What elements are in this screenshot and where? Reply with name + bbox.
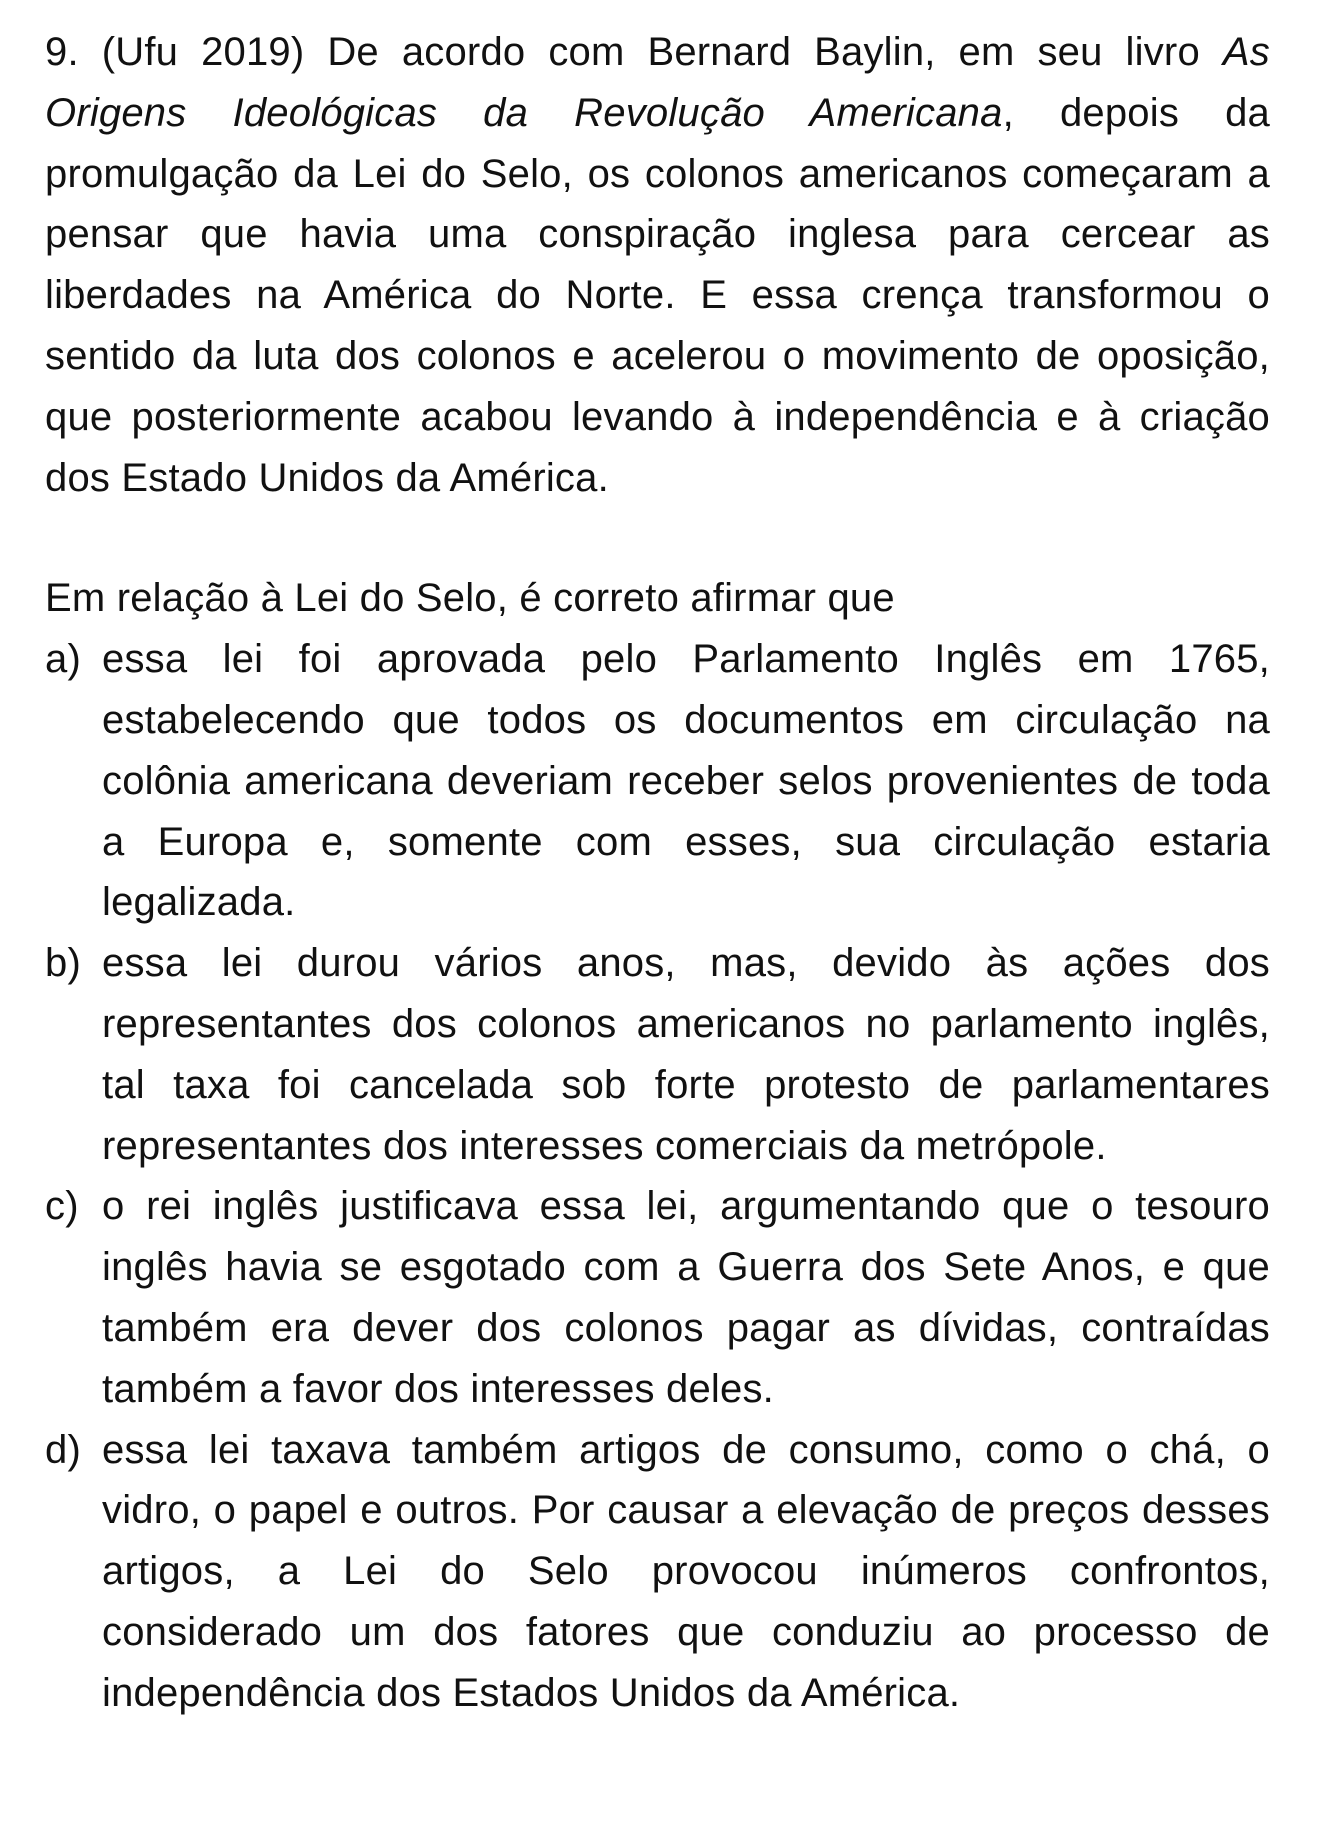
- intro-start: De acordo com Bernard Baylin, em seu livro: [327, 30, 1200, 74]
- option-d-letter: d): [45, 1427, 81, 1472]
- question-intro: [45, 22, 1270, 508]
- option-c-letter: c): [45, 1184, 79, 1229]
- option-d[interactable]: [45, 1420, 1270, 1724]
- question-document: [45, 22, 1270, 1724]
- option-c[interactable]: [45, 1176, 1270, 1419]
- option-c-text: o rei inglês justificava essa lei, argumentando que o tesouro inglês havia se esgotado com a Guerra dos Sete Anos, e que também era dever dos colonos pagar as dívidas, contraídas também a favor dos interesses deles.: [102, 1184, 1270, 1411]
- paragraph-gap: [45, 508, 1270, 568]
- option-d-text: essa lei taxava também artigos de consumo, como o chá, o vidro, o papel e outros. Por causar a elevação de preços desses artigos, a Lei do Selo provocou inúmeros confrontos, considerado um dos fatores que conduziu ao processo de independência dos Estados Unidos da América.: [102, 1427, 1270, 1715]
- question-source: (Ufu 2019): [101, 30, 305, 74]
- book-title: As Origens Ideológicas da Revolução Americana: [45, 30, 1270, 135]
- question-prompt: Em relação à Lei do Selo, é correto afirmar que: [45, 576, 895, 621]
- option-b-text: essa lei durou vários anos, mas, devido às ações dos representantes dos colonos americanos no parlamento inglês, tal taxa foi cancelada sob forte protesto de parlamentares representantes dos interesses comerciais da metrópole.: [102, 941, 1270, 1168]
- option-a-text: essa lei foi aprovada pelo Parlamento Inglês em 1765, estabelecendo que todos os documentos em circulação na colônia americana deveriam receber selos provenientes de toda a Europa e, somente com esses, sua circulação estaria legalizada.: [102, 637, 1270, 925]
- option-a-letter: a): [45, 637, 81, 682]
- intro-end: , depois da promulgação da Lei do Selo, os colonos americanos começaram a pensar que havia uma conspiração inglesa para cercear as liberdades na América do Norte. E essa crença transformou o sentido da luta dos colonos e acelerou o movimento de oposição, que posteriormente acabou levando à independência e à criação dos Estado Unidos da América.: [45, 90, 1271, 500]
- option-b[interactable]: [45, 933, 1270, 1176]
- question-number: 9.: [45, 30, 79, 74]
- option-b-letter: b): [45, 941, 81, 986]
- option-a[interactable]: [45, 629, 1270, 933]
